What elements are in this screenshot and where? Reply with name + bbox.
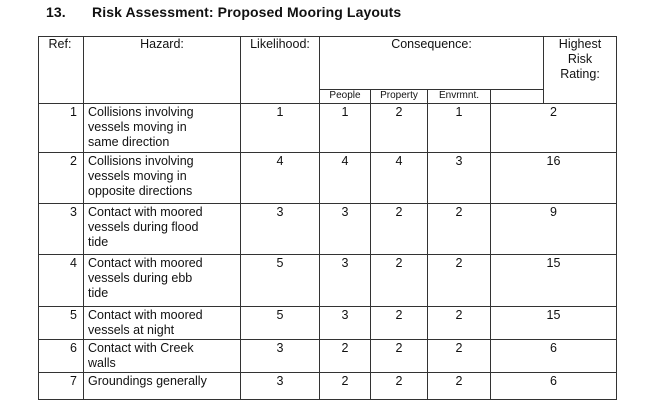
- cell-environment: 3: [428, 153, 491, 204]
- cell-hazard: [84, 204, 241, 255]
- cell-highest-risk-rating: 2: [491, 104, 617, 153]
- hazard-line: Contact with Creek: [88, 341, 194, 355]
- cell-likelihood: 5: [241, 307, 320, 340]
- cell-property: 2: [371, 204, 428, 255]
- header-consequence: Consequence:: [320, 37, 544, 90]
- cell-likelihood: 3: [241, 373, 320, 400]
- hazard-line: same direction: [88, 135, 170, 149]
- cell-ref: 1: [39, 104, 84, 153]
- table-row: [39, 307, 617, 340]
- table-row: [39, 204, 617, 255]
- cell-environment: 1: [428, 104, 491, 153]
- cell-likelihood: 1: [241, 104, 320, 153]
- cell-environment: 2: [428, 255, 491, 307]
- header-likelihood: Likelihood:: [241, 37, 320, 104]
- subheader-blank: [491, 90, 544, 104]
- header-hrr-line: Risk: [567, 52, 593, 66]
- cell-environment: 2: [428, 373, 491, 400]
- cell-highest-risk-rating: 15: [491, 255, 617, 307]
- hazard-line: Contact with moored: [88, 205, 203, 219]
- cell-highest-risk-rating: 6: [491, 373, 617, 400]
- hazard-line: Collisions involving: [88, 154, 194, 168]
- cell-property: 2: [371, 340, 428, 373]
- hazard-line: tide: [88, 235, 109, 249]
- cell-highest-risk-rating: 15: [491, 307, 617, 340]
- hazard-line: Contact with moored: [88, 256, 203, 270]
- cell-highest-risk-rating: 9: [491, 204, 617, 255]
- subheader-environment: Envrmnt.: [428, 90, 491, 104]
- cell-hazard: [84, 373, 241, 400]
- cell-likelihood: 3: [241, 340, 320, 373]
- header-hazard: Hazard:: [84, 37, 241, 104]
- cell-likelihood: 4: [241, 153, 320, 204]
- header-highest-risk-rating: [544, 37, 617, 104]
- cell-ref: 6: [39, 340, 84, 373]
- hazard-line: vessels at night: [88, 323, 175, 337]
- cell-highest-risk-rating: 16: [491, 153, 617, 204]
- cell-property: 4: [371, 153, 428, 204]
- hazard-line: vessels during ebb: [88, 271, 193, 285]
- cell-property: 2: [371, 373, 428, 400]
- hazard-line: tide: [88, 286, 109, 300]
- hazard-line: walls: [88, 356, 116, 370]
- hazard-line: Groundings generally: [88, 374, 207, 388]
- hazard-line: vessels moving in: [88, 169, 187, 183]
- subheader-property: Property: [371, 90, 428, 104]
- cell-hazard: [84, 340, 241, 373]
- risk-assessment-table: [38, 36, 617, 400]
- table-row: [39, 104, 617, 153]
- cell-people: 4: [320, 153, 371, 204]
- cell-property: 2: [371, 104, 428, 153]
- cell-property: 2: [371, 307, 428, 340]
- header-ref: Ref:: [39, 37, 84, 104]
- hazard-line: vessels moving in: [88, 120, 187, 134]
- header-hrr-line: Highest: [558, 37, 602, 51]
- section-heading: [46, 4, 401, 20]
- hazard-line: opposite directions: [88, 184, 193, 198]
- cell-people: 2: [320, 340, 371, 373]
- cell-people: 2: [320, 373, 371, 400]
- table-row: [39, 373, 617, 400]
- header-row: [39, 37, 617, 90]
- subheader-people: People: [320, 90, 371, 104]
- cell-hazard: [84, 104, 241, 153]
- cell-environment: 2: [428, 204, 491, 255]
- cell-hazard: [84, 307, 241, 340]
- cell-ref: 3: [39, 204, 84, 255]
- cell-ref: 4: [39, 255, 84, 307]
- hazard-line: Contact with moored: [88, 308, 203, 322]
- cell-environment: 2: [428, 340, 491, 373]
- cell-people: 1: [320, 104, 371, 153]
- cell-highest-risk-rating: 6: [491, 340, 617, 373]
- table-row: [39, 153, 617, 204]
- header-hrr-line: Rating:: [560, 67, 600, 81]
- cell-people: 3: [320, 307, 371, 340]
- section-number: 13.: [46, 4, 66, 20]
- section-title: Risk Assessment: Proposed Mooring Layouts: [92, 4, 402, 20]
- cell-people: 3: [320, 255, 371, 307]
- cell-ref: 7: [39, 373, 84, 400]
- cell-ref: 5: [39, 307, 84, 340]
- table-row: [39, 340, 617, 373]
- table-row: [39, 255, 617, 307]
- hazard-line: vessels during flood: [88, 220, 199, 234]
- cell-hazard: [84, 255, 241, 307]
- cell-environment: 2: [428, 307, 491, 340]
- cell-property: 2: [371, 255, 428, 307]
- cell-likelihood: 3: [241, 204, 320, 255]
- cell-people: 3: [320, 204, 371, 255]
- cell-likelihood: 5: [241, 255, 320, 307]
- hazard-line: Collisions involving: [88, 105, 194, 119]
- cell-hazard: [84, 153, 241, 204]
- cell-ref: 2: [39, 153, 84, 204]
